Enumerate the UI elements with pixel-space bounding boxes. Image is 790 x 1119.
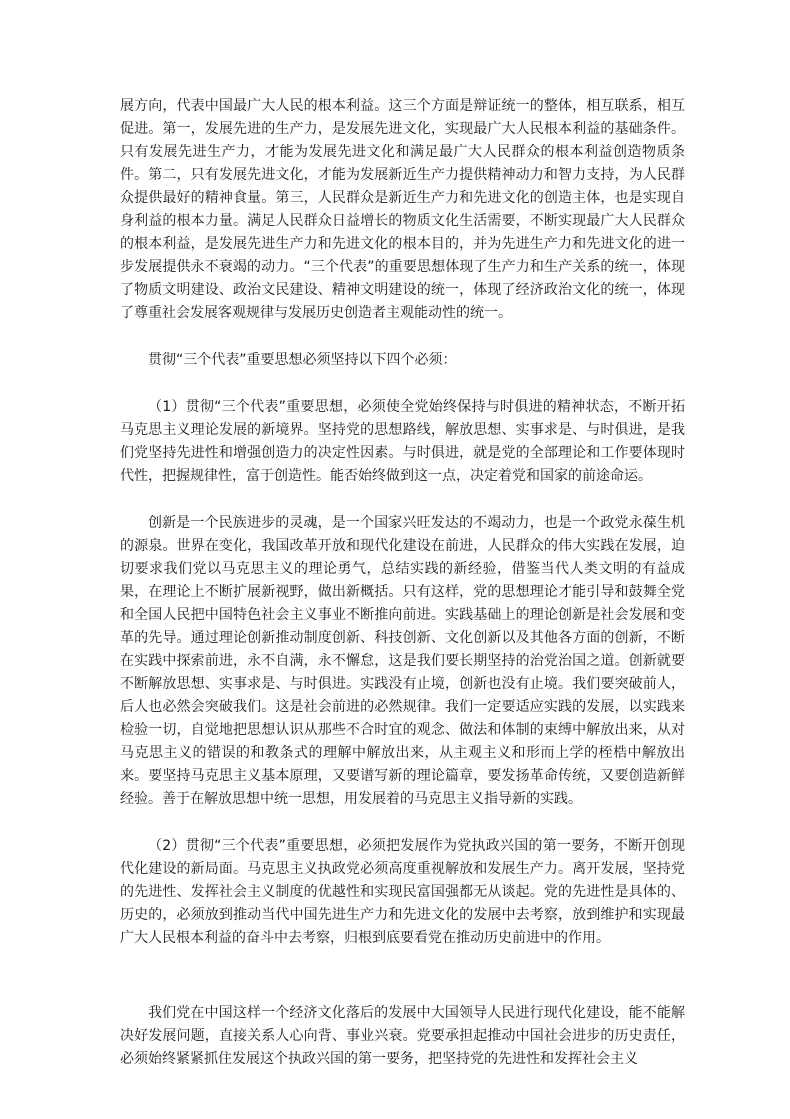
- paragraph-development: 我们党在中国这样一个经济文化落后的发展中大国领导人民进行现代化建设，能不能解决好发展问题，直接关系人心向背、事业兴衰。党要承担起推动中国社会进步的历史责任，必须始终紧紧抓住发展这个执政兴国的第一要务，把坚持党的先进性和发挥社会主义: [120, 1005, 685, 1067]
- paragraph-point-2: （2）贯彻“三个代表”重要思想，必须把发展作为党执政兴国的第一要务，不断开创现代化建设的新局面。马克思主义执政党必须高度重视解放和发展生产力。离开发展，坚持党的先进性、发挥社会主义制度的优越性和实现民富国强都无从谈起。党的先进性是具体的、历史的，必须放到推动当代中国先进生产力和先进文化的发展中去考察，放到维护和实现最广大人民根本利益的奋斗中去考察，归根到底要看党在推动历史前进中的作用。: [120, 838, 685, 946]
- paragraph-four-musts-intro: 贯彻“三个代表”重要思想必须坚持以下四个必须：: [148, 352, 457, 368]
- paragraph-continuation: 展方向，代表中国最广大人民的根本利益。这三个方面是辩证统一的整体，相互联系，相互促进。第一，发展先进的生产力，是发展先进文化，实现最广大人民根本利益的基础条件。只有发展先进生产力，才能为发展先进文化和满足最广大人民群众的根本利益创造物质条件。第二，只有发展先进文化，才能为发展新近生产力提供精神动力和智力支持，为人民群众提供最好的精神食量。第三，人民群众是新近生产力和先进文化的创造主体，也是实现自身利益的根本力量。满足人民群众日益增长的物质文化生活需要，不断实现最广大人民群众的根本利益，是发展先进生产力和先进文化的根本目的，并为先进生产力和先进文化的进一步发展提供永不衰竭的动力。“三个代表”的重要思想体现了生产力和生产关系的统一，体现了物质文明建设、政治文民建设、精神文明建设的统一，体现了经济政治文化的统一，体现了尊重社会发展客观规律与发展历史创造者主观能动性的统一。: [120, 98, 685, 321]
- document-body: [120, 95, 685, 1071]
- paragraph-point-1: （1）贯彻“三个代表”重要思想，必须使全党始终保持与时俱进的精神状态，不断开拓马克思主义理论发展的新境界。坚持党的思想路线，解放思想、实事求是、与时俱进，是我们党坚持先进性和增强创造力的决定性因素。与时俱进，就是党的全部理论和工作要体现时代性，把握规律性，富于创造性。能否始终做到这一点，决定着党和国家的前途命运。: [120, 399, 685, 484]
- paragraph-innovation: 创新是一个民族进步的灵魂，是一个国家兴旺发达的不竭动力，也是一个政党永葆生机的源泉。世界在变化，我国改革开放和现代化建设在前进，人民群众的伟大实践在发展，迫切要求我们党以马克思主义的理论勇气，总结实践的新经验，借鉴当代人类文明的有益成果，在理论上不断扩展新视野，做出新概括。只有这样，党的思想理论才能引导和鼓舞全党和全国人民把中国特色社会主义事业不断推向前进。实践基础上的理论创新是社会发展和变革的先导。通过理论创新推动制度创新、科技创新、文化创新以及其他各方面的创新，不断在实践中探索前进，永不自满，永不懈怠，这是我们要长期坚持的治党治国之道。创新就要不断解放思想、实事求是、与时俱进。实践没有止境，创新也没有止境。我们要突破前人，后人也必然会突破我们。这是社会前进的必然规律。我们一定要适应实践的发展，以实践来检验一切，自觉地把思想认识从那些不合时宜的观念、做法和体制的束缚中解放出来，从对马克思主义的错误的和教条式的理解中解放出来，从主观主义和形而上学的桎梏中解放出来。要坚持马克思主义基本原理，又要谱写新的理论篇章，要发扬革命传统，又要创造新鲜经验。善于在解放思想中统一思想，用发展着的马克思主义指导新的实践。: [120, 515, 685, 807]
